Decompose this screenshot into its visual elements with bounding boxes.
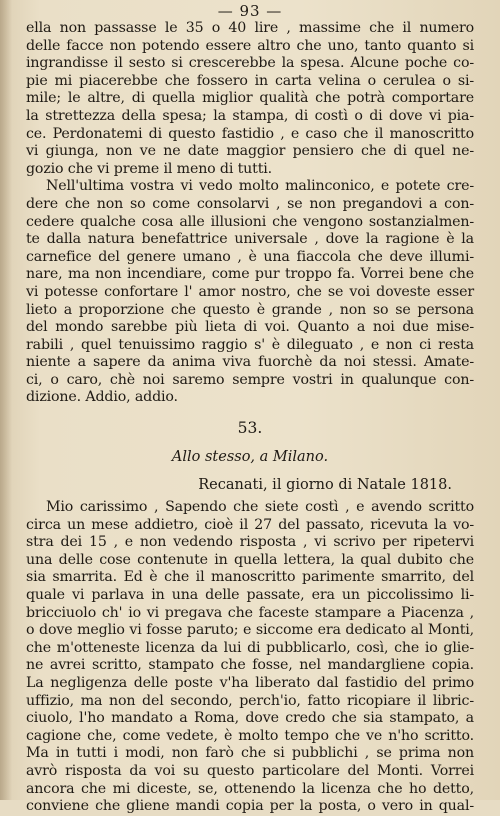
- paragraph-continued: [26, 20, 474, 178]
- text-line: nare, ma non incendiare, come pur troppo fa. Vorrei bene che: [26, 266, 474, 283]
- paragraph-letter-body: [26, 499, 474, 816]
- text-line: avrò risposta da voi su questo particolare del Monti. Vorrei: [26, 762, 474, 779]
- text-line: che m'otteneste licenza da lui di pubblicarlo, così, che io glie-: [26, 639, 474, 656]
- text-line: vi potesse confortare l' amor nostro, che se voi doveste esser: [26, 283, 474, 300]
- letter-dateline: Recanati, il giorno di Natale 1818.: [198, 477, 452, 494]
- text-line: ancora che mi diceste, se, ottenendo la licenza che ho detto,: [26, 780, 474, 797]
- text-line: conviene che gliene mandi copia per la posta, o vero in qual-: [26, 798, 474, 815]
- text-line: ella non passasse le 35 o 40 lire , massime che il numero: [26, 20, 474, 36]
- text-line: ne avrei scritto, stampato che fosse, nel mandargliene copia.: [26, 657, 474, 674]
- text-line: del mondo sarebbe più lieta di voi. Quanto a noi due mise-: [26, 319, 474, 336]
- text-line: ciuolo, l'ho mandato a Roma, dove credo che sia stampato, a: [26, 710, 474, 727]
- text-line: dizione. Addio, addio.: [26, 389, 178, 406]
- text-line: ce. Perdonatemi di questo fastidio , e caso che il manoscritto: [26, 125, 474, 142]
- text-line: niente a sapere da anima viva fuorchè da noi stessi. Amate-: [26, 354, 474, 371]
- text-line: ingrandisse il sesto si crescerebbe la spesa. Alcune poche co-: [26, 55, 474, 72]
- text-line: mile; le altre, di quella miglior qualità che potrà comportare: [26, 90, 474, 107]
- page-number: — 93 —: [217, 2, 283, 20]
- text-line: o dove meglio vi fosse paruto; e siccome era dedicato al Monti,: [26, 622, 474, 639]
- text-line: dere che non so come consolarvi , se non pregandovi a con-: [26, 195, 474, 212]
- text-line: una delle cose contenute in quella lettera, la qual dubito che: [26, 551, 474, 568]
- page-gutter-shadow: [0, 0, 12, 800]
- text-line: Nell'ultima vostra vi vedo molto malinconico, e potete cre-: [46, 178, 474, 195]
- text-line: circa un mese addietro, cioè il 27 del passato, ricevuta la vo-: [26, 516, 474, 533]
- text-line: La negligenza delle poste v'ha liberato dal fastidio del primo: [26, 675, 474, 691]
- text-column: [26, 20, 474, 816]
- text-line: Ma in tutti i modi, non farò che si pubblichi , se prima non: [26, 745, 474, 762]
- text-line: cagione che, come vedete, è molto tempo che ve n'ho scritto.: [26, 727, 474, 744]
- text-line: te dalla natura benefattrice universale , dove la ragione è la: [26, 231, 474, 248]
- text-line: Mio carissimo , Sapendo che siete costì , e avendo scritto: [46, 499, 474, 516]
- text-line: la strettezza della spesa; la stampa, di costì o di dove vi pia-: [26, 107, 474, 124]
- text-line: pie mi piacerebbe che fossero in carta velina o cerulea o si-: [26, 72, 474, 89]
- text-line: ci, o caro, chè noi saremo sempre vostri in qualunque con-: [26, 371, 474, 388]
- letter-recipient: Allo stesso, a Milano.: [171, 449, 329, 466]
- text-line: vi giunga, non ve ne date maggior pensiero che di quel ne-: [26, 143, 474, 160]
- text-line: bricciuolo ch' io vi pregava che faceste stampare a Piacenza ,: [26, 604, 474, 621]
- text-line: stra dei 15 , e non vedendo risposta , vi scrivo per ripetervi: [26, 534, 474, 551]
- text-line: uffizio, ma non del secondo, perch'io, fatto ricopiare il libric-: [26, 692, 474, 709]
- text-line: lieto a proporzione che questo è grande , non so se persona: [26, 301, 474, 318]
- text-line: gozio che vi preme il meno di tutti.: [26, 160, 272, 177]
- text-line: cedere qualche cosa alle illusioni che vengono sostanzialmen-: [26, 213, 474, 230]
- text-line: rabili , quel tenuissimo raggio s' è dileguato , e non ci resta: [26, 336, 474, 353]
- text-line: carnefice del genere umano , è una fiaccola che deve illumi-: [26, 248, 474, 265]
- text-line: sia smarrita. Ed è che il manoscritto parimente smarrito, del: [26, 569, 474, 586]
- text-line: delle facce non potendo essere altro che uno, tanto quanto si: [26, 37, 474, 54]
- letter-number: 53.: [237, 419, 263, 438]
- text-line: quale vi parlava in una delle passate, era un piccolissimo li-: [26, 587, 474, 604]
- paragraph-melancholy: [26, 178, 474, 407]
